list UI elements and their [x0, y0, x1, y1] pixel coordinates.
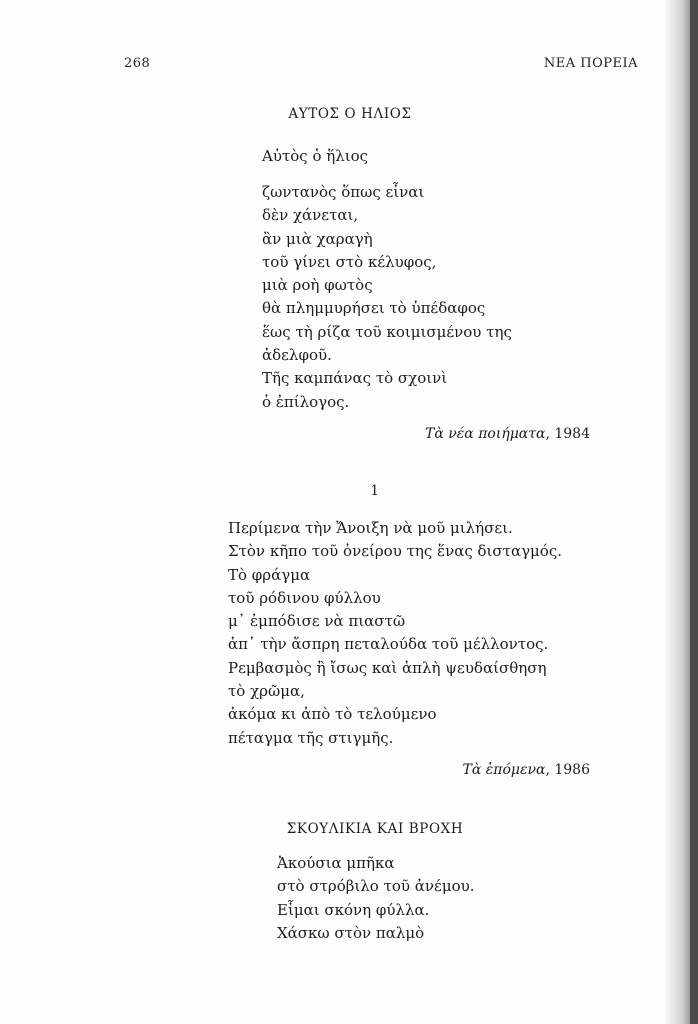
poem-opening-line — [262, 145, 368, 168]
running-head-journal: ΝΕΑ ΠΟΡΕΙΑ — [543, 56, 638, 71]
poem-line: μ᾽ ἐμπόδισε νὰ πιαστῶ — [228, 612, 406, 631]
poem-line: Στὸν κῆπο τοῦ ὀνείρου της ἕνας δισταγμός. — [228, 542, 563, 561]
source-year: , 1986 — [545, 762, 590, 778]
poem-stanza — [228, 517, 562, 750]
poem-line: μιὰ ροὴ φωτὸς — [262, 276, 373, 295]
poem-line: Χάσκω στὸν παλμὸ — [277, 923, 425, 942]
poem-line: τὸ χρῶμα, — [228, 682, 305, 701]
poem-line: ζωντανὸς ὅπως εἶναι — [262, 183, 425, 201]
poem-title-skoulikia-kai-vrochi: ΣΚΟΥΛΙΚΙΑ ΚΑΙ ΒΡΟΧΗ — [286, 821, 464, 837]
poem-line: Τῆς καμπάνας τὸ σχοινὶ — [262, 369, 448, 388]
poem-line: ὁ ἐπίλογος. — [262, 392, 350, 411]
source-title: Τὰ ἑπόμενα — [462, 762, 546, 778]
page-number: 268 — [124, 56, 151, 71]
page-edge-binding — [690, 0, 698, 1024]
poem-source — [463, 762, 591, 778]
poem-line: Εἶμαι σκόνη φύλλα. — [277, 900, 430, 919]
poem-title-1: 1 — [370, 483, 380, 499]
poem-line: Τὸ φράγμα — [228, 565, 311, 584]
poem-line: ἀπ᾽ τὴν ἄσπρη πεταλούδα τοῦ μέλλοντος. — [228, 635, 549, 654]
poem-stanza — [262, 181, 512, 414]
poem-title-autos-o-ilios: ΑΥΤΟΣ Ο ΗΛΙΟΣ — [288, 106, 412, 122]
poem-source — [425, 426, 590, 442]
poem-line: Ρεμβασμὸς ἢ ἴσως καὶ ἁπλὴ ψευδαίσθηση — [228, 658, 547, 677]
source-title: Τὰ νέα ποιήματα — [425, 426, 546, 442]
poem-line: ἕως τὴ ρίζα τοῦ κοιμισμένου της — [262, 322, 512, 341]
poem-line: Αὐτὸς ὁ ἥλιος — [262, 147, 369, 165]
poem-line: στὸ στρόβιλο τοῦ ἀνέμου. — [277, 877, 475, 896]
poem-line: πέταγμα τῆς στιγμῆς. — [228, 728, 394, 747]
poem-stanza — [277, 852, 474, 945]
poem-line: ἂν μιὰ χαραγὴ — [262, 229, 373, 248]
source-year: , 1984 — [545, 426, 590, 442]
poem-line: τοῦ γίνει στὸ κέλυφος, — [262, 252, 437, 271]
poem-line: Ἀκούσια μπῆκα — [277, 854, 395, 872]
poem-line: θὰ πλημμυρήσει τὸ ὑπέδαφος — [262, 299, 486, 318]
poem-line: ἀκόμα κι ἀπὸ τὸ τελούμενο — [228, 705, 437, 724]
poem-line: δὲν χάνεται, — [262, 206, 359, 225]
poem-line: τοῦ ρόδινου φύλλου — [228, 588, 381, 607]
poem-line: ἀδελφοῦ. — [262, 346, 332, 365]
poem-line: Περίμενα τὴν Ἄνοιξη νὰ μοῦ μιλήσει. — [228, 519, 513, 537]
